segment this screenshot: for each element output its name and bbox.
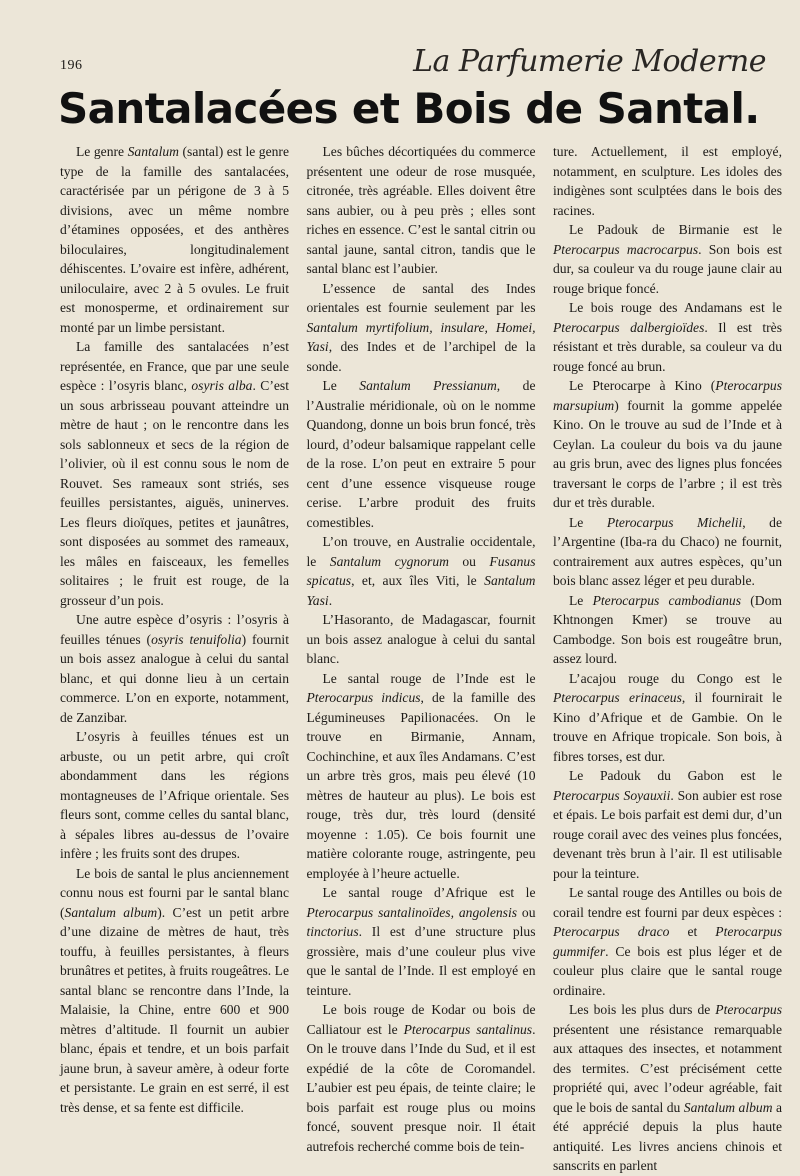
paragraph: Le Padouk du Gabon est le Pterocarpus Soyauxii. Son aubier est rose et épais. Le bois parfait est demi dur, d’un rouge corail avec des veines plus foncées, devenant très brun à l’air. Il est utilisable pour la teinture. <box>553 768 782 881</box>
paragraph: ture. Actuellement, il est employé, notamment, en sculpture. Les idoles des indigènes sont sculptées dans le bois des racines. <box>553 144 782 218</box>
paragraph: Le bois rouge de Kodar ou bois de Calliatour est le Pterocarpus santalinus. On le trouve dans l’Inde du Sud, et il est expédié de la côte de Coromandel. L’aubier est peu épais, de teinte claire; le bois parfait est rouge plus ou moins foncé, souvent presque noir. Il était autrefois recherché comme bois de tein- <box>306 1002 536 1154</box>
journal-title: La Parfumerie Moderne <box>413 44 766 79</box>
column-3 <box>553 142 782 1176</box>
paragraph: L’acajou rouge du Congo est le Pterocarpus erinaceus, il fournirait le Kino d’Afrique et de Gambie. On le trouve en Afrique tropicale. Son bois, à fibres torses, est dur. <box>553 670 782 764</box>
paragraph: L’essence de santal des Indes orientales est fournie seulement par les Santalum myrtifolium, insulare, Homei, Yasi, des Indes et de l’archipel de la sonde. <box>306 280 536 374</box>
page-number: 196 <box>60 58 83 73</box>
article-title: Santalacées et Bois de Santal. <box>58 84 760 133</box>
paragraph: Le Santalum Pressianum, de l’Australie méridionale, où on le nomme Quandong, donne un bois brun foncé, très lourd, d’odeur balsamique rappelant celle de la rose. L’on peut en extraire 5 pour cent d’une essence visqueuse rouge cerise. L’arbre produit des fruits comestibles. <box>306 378 536 530</box>
paragraph: L’osyris à feuilles ténues est un arbuste, ou un petit arbre, qui croît abondamment dans les régions montagneuses de l’Afrique orientale. Ses fleurs sont, comme celles du santal blanc, à sépales libres au-dessus de l’ovaire infère ; les fruits sont des drupes. <box>60 729 289 861</box>
paragraph: Le bois rouge des Andamans est le Pterocarpus dalbergioïdes. Il est très résistant et très durable, sa couleur va du rouge foncé au brun. <box>553 300 782 374</box>
paragraph: Le Padouk de Birmanie est le Pterocarpus macrocarpus. Son bois est dur, sa couleur va du rouge jaune clair au rouge brique foncé. <box>553 222 782 296</box>
article-body <box>60 142 782 1176</box>
paragraph: Les bûches décortiquées du commerce présentent une odeur de rose musquée, citronée, très agréable. Elles doivent être sans aubier, ou à peu près ; elles sont riches en essence. C’est le santal citrin ou santal jaune, santal citron, tandis que le santal blanc est l’aubier. <box>306 144 536 276</box>
paragraph: Le santal rouge de l’Inde est le Pterocarpus indicus, de la famille des Légumineuses Papilionacées. On le trouve en Birmanie, Annam, Cochinchine, et aux îles Andamans. C’est un arbre très gros, mais peu élevé (10 mètres de hauteur au plus). Le bois est rouge, très dur, très lourd (densité moyenne : 1.05). Ce bois fournit une matière colorante rouge, astringente, peu employée à l’heure actuelle. <box>306 670 536 881</box>
paragraph: Le Pterocarpus Michelii, de l’Argentine (Iba-ra du Chaco) ne fournit, contrairement aux autres espèces, qu’un bois blanc assez léger et peu durable. <box>553 514 782 588</box>
paragraph: L’Hasoranto, de Madagascar, fournit un bois assez analogue à celui du santal blanc. <box>306 612 536 666</box>
paragraph: Une autre espèce d’osyris : l’osyris à feuilles ténues (osyris tenuifolia) fournit un bois assez analogue à celui du santal blanc, et qui donne lieu à un certain commerce. L’on en exporte, notamment, de Zanzibar. <box>60 612 289 725</box>
paragraph: La famille des santalacées n’est représentée, en France, que par une seule espèce : l’osyris blanc, osyris alba. C’est un sous arbrisseau pouvant atteindre un mètre de haut ; on le rencontre dans les sols sablonneux et secs de la région de l’olivier, où il est connu sous le nom de Rouvet. Ses rameaux sont striés, ses feuilles persistantes, aiguës, uninerves. Les fleurs dioïques, petites et jaunâtres, sont disposées au sommet des rameaux, les mâles en faisceaux, les femelles solitaires ; le fruit est rouge, de la grosseur d’un pois. <box>60 339 289 608</box>
paragraph: Le Pterocarpus cambodianus (Dom Khtnongen Kmer) se trouve au Cambodge. Son bois est rougeâtre brun, assez lourd. <box>553 592 782 666</box>
paragraph: Le santal rouge d’Afrique est le Pterocarpus santalinoïdes, angolensis ou tinctorius. Il est d’une structure plus grossière, mais d’une couleur plus vive que le santal de l’Inde. Il est employé en teinture. <box>306 885 536 998</box>
paragraph: Le santal rouge des Antilles ou bois de corail tendre est fourni par deux espèces : Pterocarpus draco et Pterocarpus gummifer. Ce bois est plus léger et de couleur plus claire que le santal rouge ordinaire. <box>553 885 782 998</box>
paragraph: Le Pterocarpe à Kino (Pterocarpus marsupium) fournit la gomme appelée Kino. On le trouve au sud de l’Inde et à Ceylan. La couleur du bois va du jaune au gris brun, avec des lignes plus foncées traversant le corps de l’arbre ; il est très dur et très durable. <box>553 378 782 510</box>
column-1 <box>60 142 289 1176</box>
paragraph: L’on trouve, en Australie occidentale, le Santalum cygnorum ou Fusanus spicatus, et, aux îles Viti, le Santalum Yasi. <box>306 534 536 608</box>
paragraph: Les bois les plus durs de Pterocarpus présentent une résistance remarquable aux attaques des insectes, et notamment des termites. C’est précisément cette propriété qui, avec l’odeur agréable, fait que le bois de santal du Santalum album a été apprécié depuis la plus haute antiquité. Les livres anciens chinois et sanscrits en parlent <box>553 1002 782 1173</box>
paragraph: Le genre Santalum (santal) est le genre type de la famille des santalacées, caractérisée par un périgone de 3 à 5 divisions, avec un même nombre d’étamines opposées, et des anthères biloculaires, longitudinalement déhiscentes. L’ovaire est infère, adhérent, uniloculaire, avec 2 à 5 ovules. Le fruit est monosperme, et ordinairement sur monté par un limbe persistant. <box>60 144 289 335</box>
paragraph: Le bois de santal le plus anciennement connu nous est fourni par le santal blanc (Santalum album). C’est un petit arbre d’une dizaine de mètres de haut, très touffu, à feuilles persistantes, à fleurs brunâtres et petites, à fruits rougeâtres. Le santal blanc se rencontre dans l’Inde, la Malaisie, la Chine, entre 600 et 900 mètres d’altitude. Il fournit un aubier blanc, épais et tendre, et un bois parfait jaune brun, à saveur amère, à odeur forte et persistante. Le grain en est serré, il est très dense, et sa fente est difficile. <box>60 865 289 1115</box>
column-2 <box>307 142 536 1176</box>
